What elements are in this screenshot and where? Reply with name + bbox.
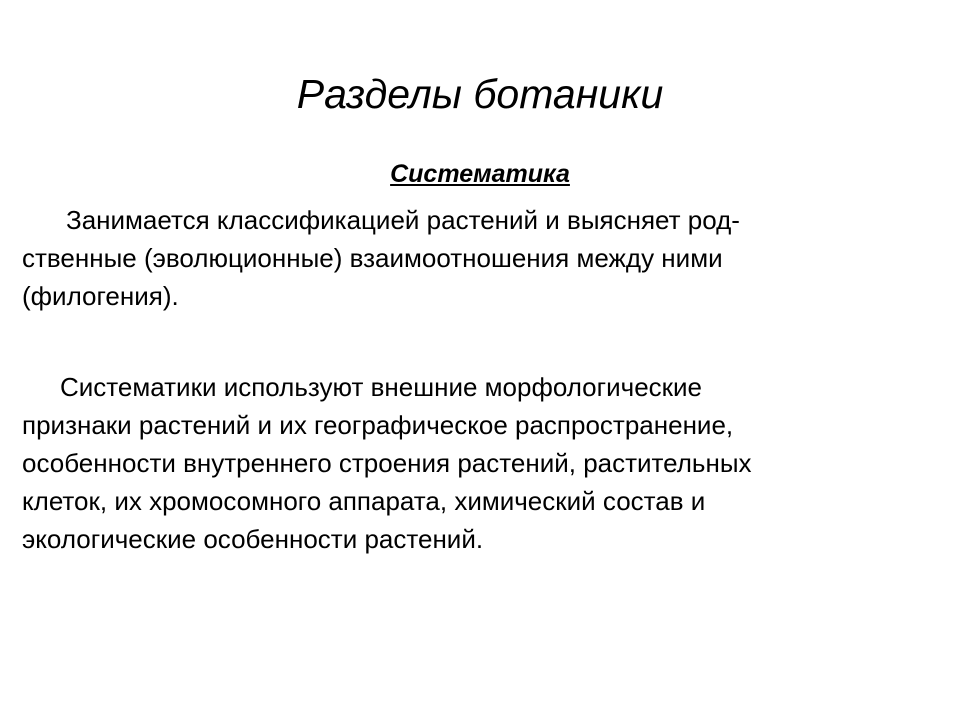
paragraph-line: клеток, их хромосомного аппарата, химический состав и (22, 486, 706, 516)
paragraph-line: Занимается классификацией растений и выясняет род- (66, 205, 740, 235)
paragraph-classification (22, 201, 942, 315)
section-subtitle: Систематика (390, 160, 570, 188)
paragraph-line: Систематики используют внешние морфологические (60, 372, 703, 402)
paragraph-line: особенности внутреннего строения растений, растительных (22, 448, 752, 478)
slide-title: Разделы ботаники (296, 71, 664, 117)
paragraph-line: ственные (эволюционные) взаимоотношения между ними (22, 243, 723, 273)
paragraph-line: (филогения). (22, 281, 179, 311)
paragraph-methods (22, 368, 942, 558)
paragraph-line: экологические особенности растений. (22, 524, 484, 554)
paragraph-line: признаки растений и их географическое распространение, (22, 410, 734, 440)
